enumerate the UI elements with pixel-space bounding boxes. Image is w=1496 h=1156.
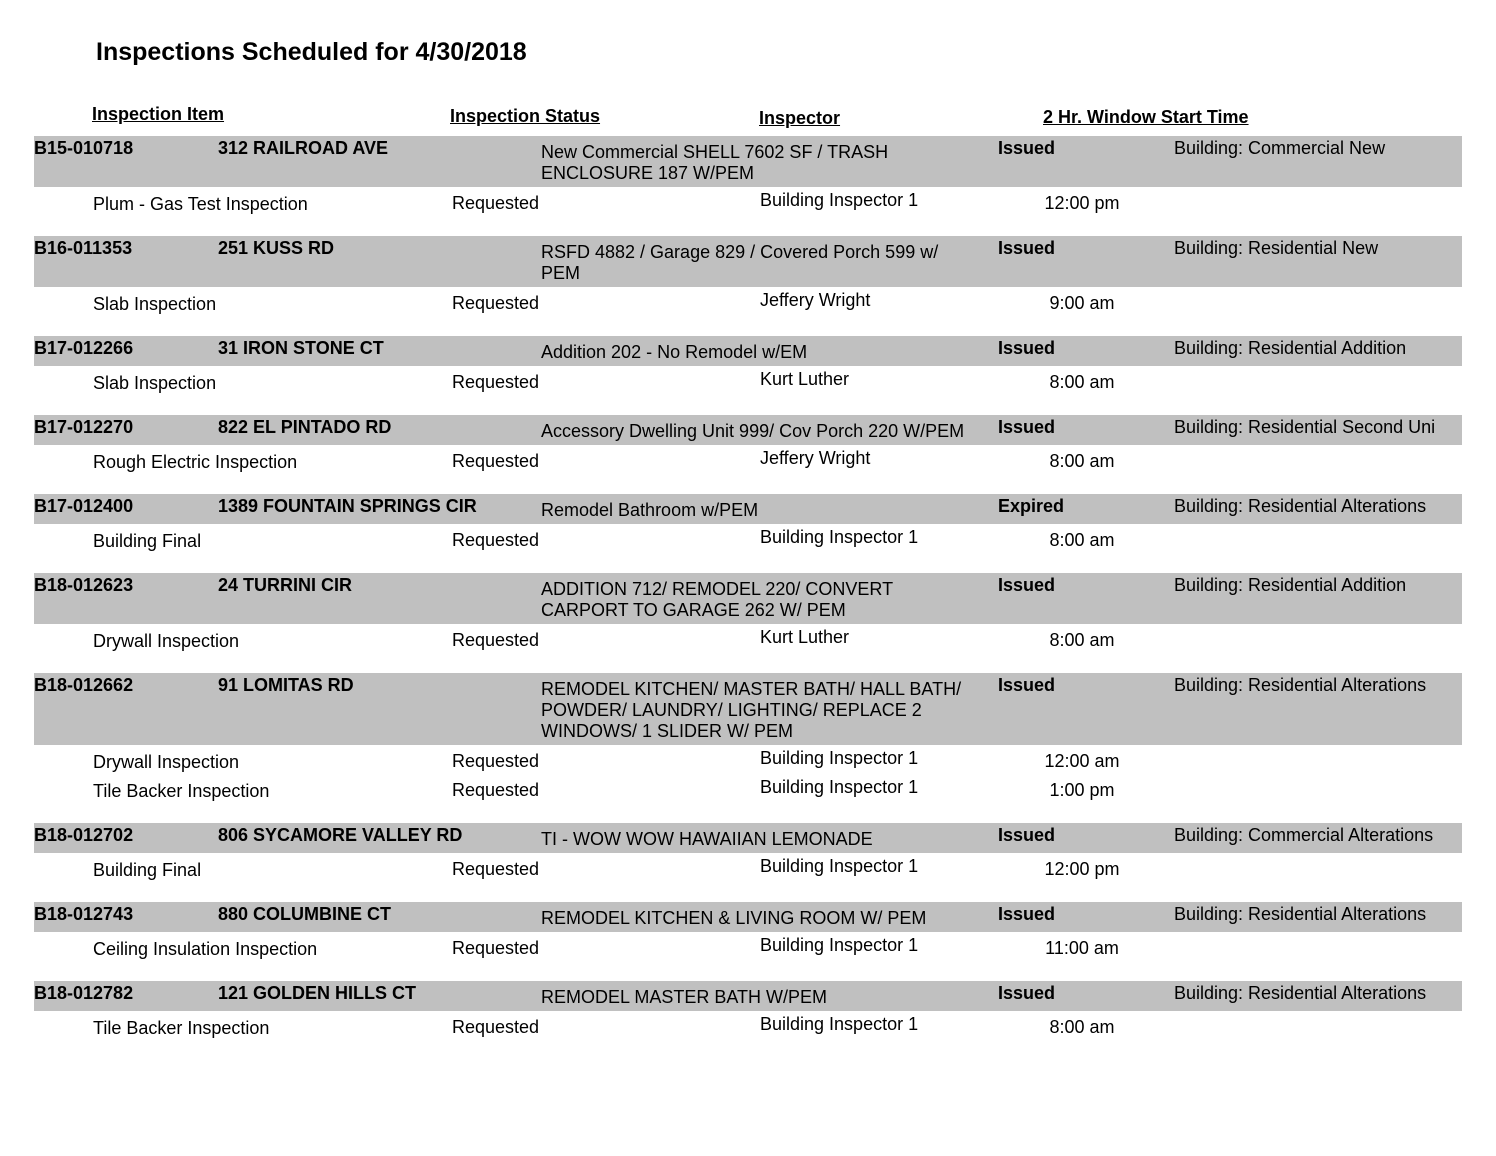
permit-row <box>34 336 1462 366</box>
permit-number: B18-012743 <box>34 904 134 924</box>
permit-status: Issued <box>998 983 1056 1003</box>
permit-status: Issued <box>998 338 1056 358</box>
permit-type: Building: Residential Alterations <box>1174 496 1427 516</box>
inspection-status: Requested <box>452 630 540 650</box>
inspector-name: Building Inspector 1 <box>760 777 919 797</box>
permit-status: Issued <box>998 825 1056 845</box>
permit-address: 251 KUSS RD <box>218 238 335 258</box>
column-header-status: Inspection Status <box>450 106 601 126</box>
permit-number: B17-012400 <box>34 496 134 516</box>
permit-description: Accessory Dwelling Unit 999/ Cov Porch 220 W/PEM <box>541 421 965 441</box>
permit-row <box>34 236 1462 287</box>
permit-group <box>0 336 1496 395</box>
inspection-item: Building Final <box>93 531 202 551</box>
inspector-name: Jeffery Wright <box>760 448 871 468</box>
window-start-time: 12:00 pm <box>1044 193 1120 213</box>
permit-row <box>34 823 1462 853</box>
permit-group <box>0 981 1496 1040</box>
inspection-row <box>0 445 1496 474</box>
permit-row <box>34 902 1462 932</box>
permit-address: 806 SYCAMORE VALLEY RD <box>218 825 463 845</box>
column-header-inspector: Inspector <box>759 108 841 128</box>
permit-number: B15-010718 <box>34 138 134 158</box>
inspector-name: Building Inspector 1 <box>760 527 919 547</box>
permit-row <box>34 415 1462 445</box>
permit-address: 24 TURRINI CIR <box>218 575 353 595</box>
window-start-time: 12:00 am <box>1044 751 1120 771</box>
permit-number: B18-012662 <box>34 675 134 695</box>
window-start-time: 8:00 am <box>1049 1017 1115 1037</box>
permit-address: 822 EL PINTADO RD <box>218 417 392 437</box>
permit-number: B17-012270 <box>34 417 134 437</box>
permit-type: Building: Commercial New <box>1174 138 1386 158</box>
permit-status: Issued <box>998 238 1056 258</box>
permit-group <box>0 823 1496 882</box>
inspector-name: Building Inspector 1 <box>760 856 919 876</box>
permit-number: B16-011353 <box>34 238 133 258</box>
permit-row <box>34 494 1462 524</box>
inspection-status: Requested <box>452 938 540 958</box>
window-start-time: 1:00 pm <box>1049 780 1115 800</box>
permit-status: Issued <box>998 575 1056 595</box>
inspector-name: Building Inspector 1 <box>760 1014 919 1034</box>
inspector-name: Building Inspector 1 <box>760 935 919 955</box>
permit-description: REMODEL KITCHEN/ MASTER BATH/ HALL BATH/ POWDER/ LAUNDRY/ LIGHTING/ REPLACE 2 WINDOWS/ 1 SLIDER W/ PEM <box>541 679 962 741</box>
permit-type: Building: Residential Alterations <box>1174 904 1427 924</box>
inspection-item: Tile Backer Inspection <box>93 1018 270 1038</box>
permit-description: Remodel Bathroom w/PEM <box>541 500 759 520</box>
permit-number: B18-012702 <box>34 825 134 845</box>
permit-number: B17-012266 <box>34 338 134 358</box>
page-title: Inspections Scheduled for 4/30/2018 <box>96 38 527 66</box>
inspection-status: Requested <box>452 751 540 771</box>
column-header-window: 2 Hr. Window Start Time <box>1043 107 1249 127</box>
inspection-row <box>0 1011 1496 1040</box>
inspection-item: Building Final <box>93 860 202 880</box>
inspection-item: Tile Backer Inspection <box>93 781 270 801</box>
permit-description: TI - WOW WOW HAWAIIAN LEMONADE <box>541 829 873 849</box>
permit-address: 121 GOLDEN HILLS CT <box>218 983 417 1003</box>
inspection-item: Slab Inspection <box>93 373 217 393</box>
permit-description: REMODEL MASTER BATH W/PEM <box>541 987 828 1007</box>
permit-address: 1389 FOUNTAIN SPRINGS CIR <box>218 496 477 516</box>
permit-group <box>0 573 1496 653</box>
permit-number: B18-012623 <box>34 575 134 595</box>
permit-group <box>0 494 1496 553</box>
permit-status: Issued <box>998 675 1056 695</box>
inspection-row <box>0 853 1496 882</box>
inspector-name: Building Inspector 1 <box>760 190 919 210</box>
permit-description: Addition 202 - No Remodel w/EM <box>541 342 808 362</box>
window-start-time: 9:00 am <box>1049 293 1115 313</box>
inspection-status: Requested <box>452 530 540 550</box>
permit-description: RSFD 4882 / Garage 829 / Covered Porch 599 w/ PEM <box>541 242 939 283</box>
inspection-row <box>0 932 1496 961</box>
permit-description: REMODEL KITCHEN & LIVING ROOM W/ PEM <box>541 908 927 928</box>
inspection-row <box>0 624 1496 653</box>
permit-status: Expired <box>998 496 1065 516</box>
inspector-name: Building Inspector 1 <box>760 748 919 768</box>
permit-group <box>0 136 1496 216</box>
permit-group <box>0 673 1496 803</box>
inspection-status: Requested <box>452 193 540 213</box>
inspection-status: Requested <box>452 859 540 879</box>
inspector-name: Kurt Luther <box>760 627 850 647</box>
permit-group <box>0 236 1496 316</box>
permit-row <box>34 136 1462 187</box>
window-start-time: 8:00 am <box>1049 530 1115 550</box>
inspection-status: Requested <box>452 293 540 313</box>
permit-address: 91 LOMITAS RD <box>218 675 354 695</box>
permit-group <box>0 902 1496 961</box>
inspection-row <box>0 187 1496 216</box>
window-start-time: 8:00 am <box>1049 630 1115 650</box>
permit-type: Building: Residential Addition <box>1174 575 1407 595</box>
permit-type: Building: Residential New <box>1174 238 1379 258</box>
permit-row <box>34 981 1462 1011</box>
permit-address: 31 IRON STONE CT <box>218 338 384 358</box>
permit-type: Building: Residential Alterations <box>1174 983 1427 1003</box>
permit-status: Issued <box>998 138 1056 158</box>
inspection-list <box>0 136 1496 1060</box>
inspection-item: Plum - Gas Test Inspection <box>93 194 308 214</box>
inspection-item: Ceiling Insulation Inspection <box>93 939 318 959</box>
inspection-row <box>0 366 1496 395</box>
permit-description: ADDITION 712/ REMODEL 220/ CONVERT CARPORT TO GARAGE 262 W/ PEM <box>541 579 893 620</box>
inspection-row <box>0 745 1496 774</box>
permit-address: 312 RAILROAD AVE <box>218 138 389 158</box>
inspection-item: Drywall Inspection <box>93 631 240 651</box>
inspection-item: Drywall Inspection <box>93 752 240 772</box>
window-start-time: 12:00 pm <box>1044 859 1120 879</box>
permit-status: Issued <box>998 417 1056 437</box>
inspection-row <box>0 287 1496 316</box>
permit-type: Building: Residential Addition <box>1174 338 1407 358</box>
inspection-status: Requested <box>452 372 540 392</box>
inspection-item: Slab Inspection <box>93 294 217 314</box>
window-start-time: 11:00 am <box>1045 938 1119 958</box>
column-header-item: Inspection Item <box>92 104 225 124</box>
permit-description: New Commercial SHELL 7602 SF / TRASH ENCLOSURE 187 W/PEM <box>541 142 889 183</box>
inspection-status: Requested <box>452 1017 540 1037</box>
inspector-name: Jeffery Wright <box>760 290 871 310</box>
permit-address: 880 COLUMBINE CT <box>218 904 392 924</box>
permit-row <box>34 573 1462 624</box>
inspection-item: Rough Electric Inspection <box>93 452 298 472</box>
permit-row <box>34 673 1462 745</box>
permit-status: Issued <box>998 904 1056 924</box>
window-start-time: 8:00 am <box>1049 451 1115 471</box>
inspector-name: Kurt Luther <box>760 369 850 389</box>
permit-type: Building: Residential Alterations <box>1174 675 1427 695</box>
permit-number: B18-012782 <box>34 983 134 1003</box>
inspection-row <box>0 774 1496 803</box>
inspection-row <box>0 524 1496 553</box>
permit-type: Building: Residential Second Uni <box>1174 417 1436 437</box>
window-start-time: 8:00 am <box>1049 372 1115 392</box>
permit-group <box>0 415 1496 474</box>
permit-type: Building: Commercial Alterations <box>1174 825 1434 845</box>
inspection-status: Requested <box>452 451 540 471</box>
inspection-status: Requested <box>452 780 540 800</box>
